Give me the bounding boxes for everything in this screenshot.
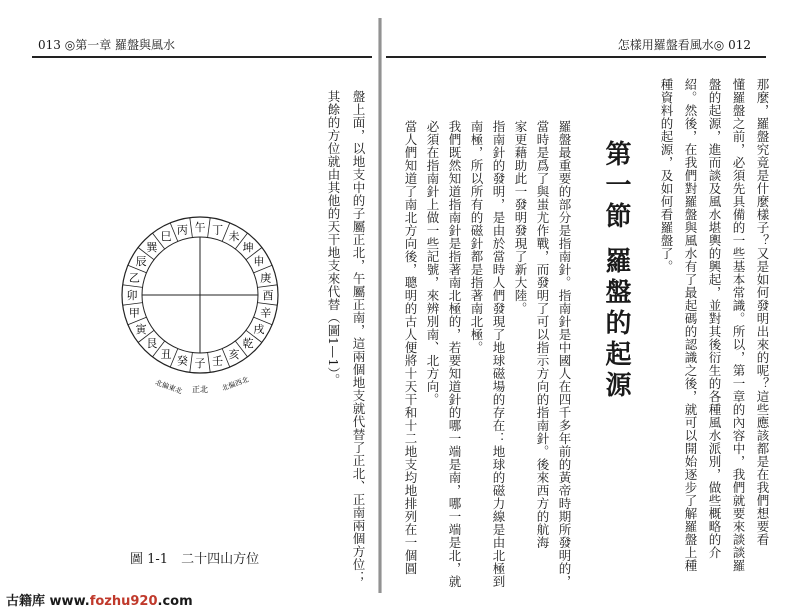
ring-divider (258, 303, 278, 306)
body-line-3: 家更藉助此一發明發現了新大陸。 (513, 120, 528, 315)
ring-character: 酉 (262, 289, 274, 302)
left-header-rule (32, 56, 372, 58)
compass-label-north-east: 北偏東北 (154, 378, 184, 396)
site-url[interactable]: www.fozhu920.com (49, 594, 193, 609)
section-title-label: 第一節 (601, 140, 631, 233)
left-page-header: 013 ◎第一章 羅盤與風水 (38, 38, 176, 52)
ring-character: 辛 (260, 306, 272, 320)
body-line-1: 羅盤最重要的部分是指南針。指南針是中國人在四千多年前的黃帝時期所發明的， (557, 120, 572, 588)
ring-character: 寅 (135, 323, 147, 336)
ring-divider (208, 353, 211, 373)
right-page-header: 怎樣用羅盤看風水◎ 012 (617, 38, 751, 52)
intro-line-1: 那麼，羅盤究竟是什麼樣子？又是如何發明出來的呢？這些應該都是在我們想要看 (755, 78, 770, 546)
intro-line-2: 懂羅盤之前，必須先具備的一些基本常識。所以，第一章的內容中，我們就要來談談羅 (731, 78, 746, 572)
ring-character: 子 (194, 357, 206, 370)
body-line-6: 我們既然知道指南針是指著南北極的，若要知道針的哪一端是南，哪一端是北，就 (447, 120, 462, 588)
site-watermark (6, 590, 193, 609)
intro-line-4: 紹。然後，在我們對羅盤與風水有了最起碼的認識之後，就可以開始逐步了解羅盤上種 (683, 78, 698, 572)
ring-character: 乙 (128, 271, 140, 285)
ring-divider (258, 285, 278, 288)
book-gutter (378, 18, 382, 593)
ring-character: 申 (253, 255, 265, 268)
body-line-7: 必須在指南針上做一些記號，來辨別南、北方向。 (425, 120, 440, 406)
body-line-4: 指南針的發明，是由於當時人們發現了地球磁場的存在：地球的磁力線是由北極到 (491, 120, 506, 588)
body-line-8: 當人們知道了南北方向後，聰明的古人便將十天干和十二地支均地排列在一個圓 (403, 120, 418, 575)
compass-label-north: 正北 (192, 385, 208, 394)
ring-character: 坤 (242, 240, 254, 254)
intro-line-5: 種資料的起源，及如何看羅盤了。 (659, 78, 674, 273)
section-title (598, 140, 635, 402)
ring-character: 壬 (212, 354, 224, 368)
ring-character: 丙 (176, 223, 188, 237)
left-body-line-2: 其餘的方位就由其他的天干地支來代替（圖1—1）。 (326, 90, 341, 387)
ring-character: 癸 (176, 354, 188, 368)
ring-divider (123, 285, 143, 288)
ring-character: 戌 (253, 323, 265, 336)
ring-character: 卯 (126, 289, 138, 302)
ring-character: 丁 (212, 223, 224, 237)
ring-character: 甲 (128, 306, 140, 320)
figure-caption: 圖 1-1 二十四山方位 (130, 552, 260, 567)
ring-character: 乾 (242, 337, 254, 351)
body-line-2: 當時是爲了與蚩尤作戰，而發明了可以指示方向的指南針。後來西方的航海 (535, 120, 550, 549)
left-body-line-1: 盤上面，以地支中的子屬正北，午屬正南，這兩個地支就代替了正北、正南兩個方位； (351, 90, 366, 584)
body-line-5: 南極，所以所有的磁針都是指著南北極。 (469, 120, 484, 354)
compass-label-north-west: 北偏西北 (220, 375, 250, 393)
intro-line-3: 盤的起源，進而談及風水堪輿的興起，並對其後衍生的各種風水派別，做些概略的介 (707, 78, 722, 559)
ring-character: 辰 (135, 255, 147, 268)
compass-svg (90, 190, 310, 400)
ring-character: 庚 (260, 271, 272, 285)
ring-divider (123, 303, 143, 306)
compass-diagram (90, 190, 310, 400)
ring-character: 巽 (146, 240, 158, 254)
ring-character: 未 (228, 230, 240, 244)
site-name: 古籍库 (6, 594, 46, 609)
ring-character: 巳 (160, 230, 172, 244)
ring-character: 丑 (160, 347, 172, 361)
right-header-rule (386, 56, 766, 58)
section-title-name: 羅盤的起源 (601, 247, 631, 402)
ring-character: 午 (194, 221, 206, 234)
ring-character: 艮 (146, 337, 158, 351)
ring-divider (190, 353, 193, 373)
ring-character: 亥 (228, 347, 240, 361)
ring-divider (190, 218, 193, 238)
ring-divider (208, 218, 211, 238)
